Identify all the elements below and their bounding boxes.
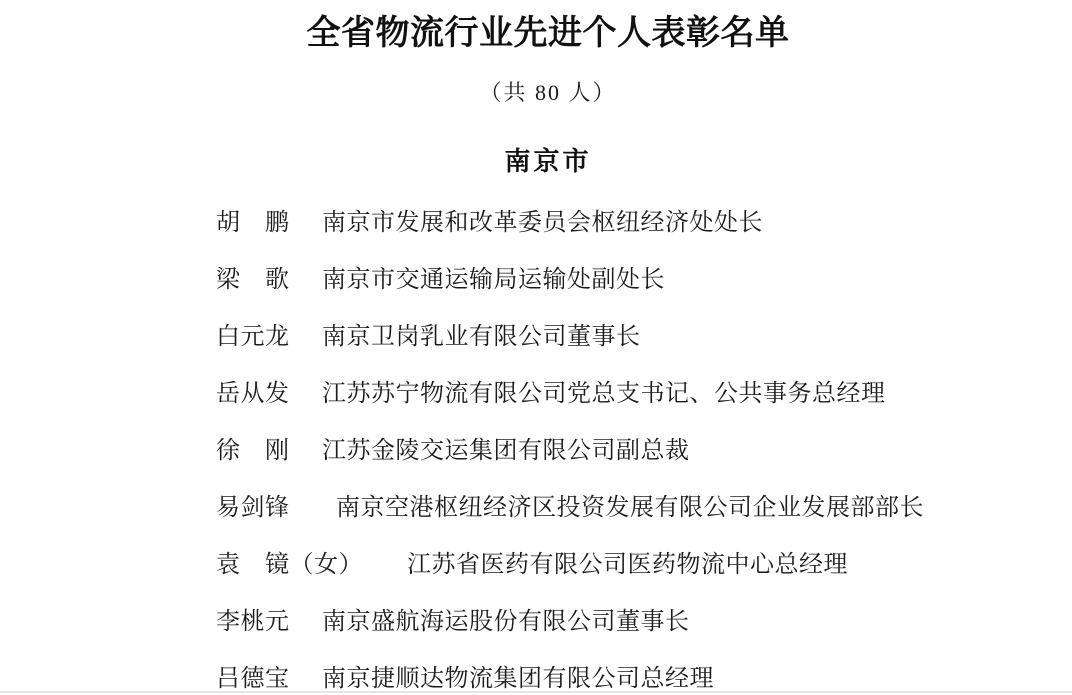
person-name: 李桃元 (216, 609, 290, 635)
entry-list (216, 210, 924, 692)
total-count-subtitle: （共 80 人） (479, 80, 617, 105)
person-position: 南京市交通运输局运输处副处长 (322, 267, 665, 293)
list-item (216, 666, 880, 692)
person-position: 南京盛航海运股份有限公司董事长 (322, 609, 690, 635)
person-position: 江苏省医药有限公司医药物流中心总经理 (407, 552, 848, 578)
person-name: 易剑锋 (216, 495, 290, 521)
person-position: 南京市发展和改革委员会枢纽经济处处长 (322, 210, 763, 236)
person-position: 江苏苏宁物流有限公司党总支书记、公共事务总经理 (322, 381, 886, 407)
list-item (216, 552, 880, 578)
list-item (216, 210, 880, 236)
person-name: 吕德宝 (216, 666, 290, 692)
list-item (216, 609, 880, 635)
person-position: 南京捷顺达物流集团有限公司总经理 (322, 666, 714, 692)
person-name: 梁 歌 (216, 267, 290, 293)
section-title-nanjing: 南京市 (504, 146, 592, 176)
person-name: 袁 镜（女） (216, 552, 363, 578)
person-position: 江苏金陵交运集团有限公司副总裁 (322, 438, 690, 464)
page-title: 全省物流行业先进个人表彰名单 (306, 15, 790, 52)
person-name: 徐 刚 (216, 438, 290, 464)
list-item (216, 438, 880, 464)
list-item (216, 267, 880, 293)
person-position: 南京空港枢纽经济区投资发展有限公司企业发展部部长 (336, 495, 924, 521)
person-position: 南京卫岗乳业有限公司董事长 (322, 324, 641, 350)
list-item (216, 495, 924, 521)
document-content (216, 0, 924, 692)
person-name: 岳从发 (216, 381, 290, 407)
list-item (216, 381, 886, 407)
page-bottom-divider (0, 691, 1072, 693)
person-name: 胡 鹏 (216, 210, 290, 236)
person-name: 白元龙 (216, 324, 290, 350)
list-item (216, 324, 880, 350)
